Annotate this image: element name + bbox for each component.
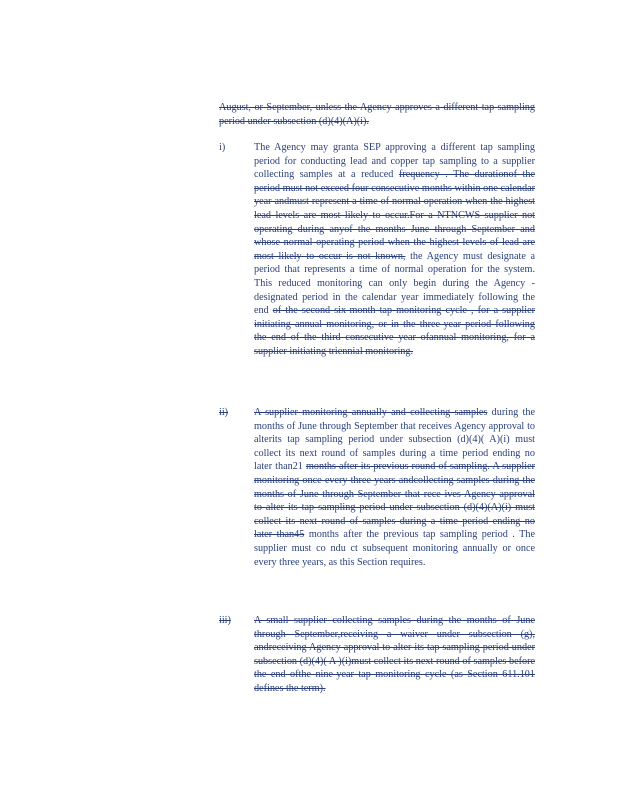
item-number: ii)	[219, 407, 229, 418]
intro-paragraph	[219, 101, 535, 128]
item-text-segment: during the months of June through September that receives Agency approval to alterits tap sampling period under subsection (d)(4)( A)(i) must collect its next round of samples during a time period ending no later than21	[254, 407, 536, 473]
item-text-segment: months after the previous tap sampling period . The supplier must co ndu ct subsequent monitoring annually or once every three years, as this Section requires.	[254, 529, 536, 568]
item-text-segment-struck: frequency . The durationof the period must not exceed four consecutive months within one calendar year andmust represent a time of normal operation when the highest lead levels are most likely to occur.For a NTNCWS supplier not operating during anyof the months June through September and whose normal operating period when the highest levels of lead are most likely to occur is not known,	[254, 169, 536, 262]
item-text-segment-struck: months after its previous round of sampling. A supplier monitoring once every three years andcollecting samples during the months of June through September that rece ives Agency approval to alter its tap sampling period under subsection (d)(4)(A)(i) must collect its next round of samples during a time period ending no later than45	[254, 461, 536, 541]
item-number: i)	[219, 142, 226, 153]
item-text-segment: The Agency may granta SEP approving a different tap sampling period for conducting lead and copper tap sampling to a supplier collecting samples at a reduced	[254, 142, 535, 181]
item-text-segment: the Agency must designate a period that represents a time of normal operation for the system. This reduced monitoring can only begin during the Agency -designated period in the calendar year immediately following the end	[254, 250, 536, 317]
item-body	[254, 141, 535, 359]
item-body	[254, 614, 535, 696]
intro-text: August, or September, unless the Agency approves a different tap sampling period under subsection (d)(4)(A)(i).	[219, 102, 535, 127]
item-text-segment-struck: A small supplier collecting samples during the months of June through September,receiving a waiver under subsection (g), andreceiving Agency approval to alter its tap sampling period under subsection (d)(4)( A )(i)must collect its next round of samples before the end ofthe nine-year tap monitoring cycle (as Section 611.101 defines the term).	[254, 615, 535, 694]
item-number: iii)	[219, 615, 231, 626]
item-text-segment-struck: of the second six-month tap monitoring cycle , for a supplier initiating annual monitoring, or in the three-year period following the end of the third consecutive year ofannual monitoring, for a supplier initiating triennial monitoring.	[254, 305, 535, 357]
item-text-segment-struck: A supplier monitoring annually and collecting samples	[254, 407, 488, 418]
item-body	[254, 406, 535, 569]
